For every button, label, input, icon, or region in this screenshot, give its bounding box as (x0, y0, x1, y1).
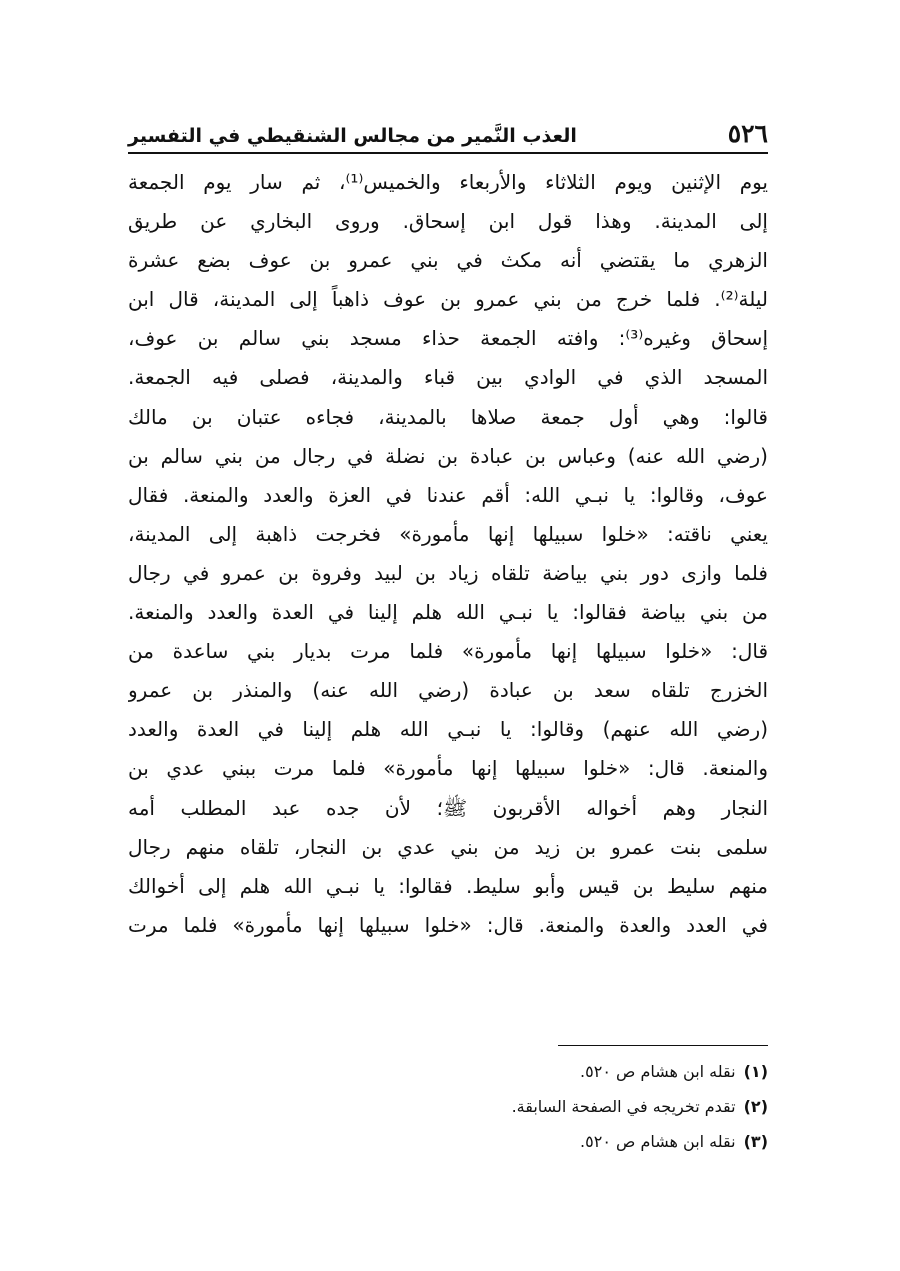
text-line: والمنعة. قال: «خلوا سبيلها إنها مأمورة» فلما مرت ببني عدي بن (128, 756, 768, 781)
text-line: الزهري ما يقتضي أنه مكث في بني عمرو بن عوف بضع عشرة (128, 248, 768, 273)
text-line: (رضي الله عنه) وعباس بن عبادة بن نضلة في رجال من بني سالم بن (128, 443, 768, 468)
footnote-text: نقله ابن هشام ص ٥٢٠. (580, 1062, 736, 1081)
text-line: إسحاق وغيره⁽³⁾: وافته الجمعة حذاء مسجد بني سالم بن عوف، (128, 326, 768, 351)
footnote-text: نقله ابن هشام ص ٥٢٠. (580, 1132, 736, 1151)
footnote-number: (٢) (743, 1097, 768, 1116)
text-line: ليلة⁽²⁾. فلما خرج من بني عمرو بن عوف ذاهباً إلى المدينة، قال ابن (128, 287, 768, 312)
text-line: إلى المدينة. وهذا قول ابن إسحاق. وروى البخاري عن طريق (128, 209, 768, 234)
page-number: ٥٢٦ (727, 119, 768, 148)
text-line: منهم سليط بن قيس وأبو سليط. فقالوا: يا نبـي الله هلم إلى أخوالك (128, 873, 768, 898)
text-line: فلما وازى دور بني بياضة تلقاه زياد بن لبيد وفروة بن عمرو في رجال (128, 560, 768, 585)
footnote-separator (558, 1045, 768, 1046)
running-title: العذب النَّمير من مجالس الشنقيطي في التفسير (128, 125, 577, 147)
text-line: المسجد الذي في الوادي بين قباء والمدينة، فصلى فيه الجمعة. (128, 365, 768, 390)
footnote-text: تقدم تخريجه في الصفحة السابقة. (511, 1097, 736, 1116)
text-line: الخزرج تلقاه سعد بن عبادة (رضي الله عنه) والمنذر بن عمرو (128, 678, 768, 703)
text-line: من بني بياضة فقالوا: يا نبـي الله هلم إلينا في العدة والعدد والمنعة. (128, 600, 768, 625)
footnote-number: (٣) (743, 1132, 768, 1151)
page-header (128, 108, 768, 154)
footnote-number: (١) (743, 1062, 768, 1081)
text-line: سلمى بنت عمرو بن زيد من بني عدي بن النجار، تلقاه منهم رجال (128, 834, 768, 859)
text-line: قال: «خلوا سبيلها إنها مأمورة» فلما مرت بديار بني ساعدة من (128, 639, 768, 664)
text-line: (رضي الله عنهم) وقالوا: يا نبـي الله هلم إلينا في العدة والعدد (128, 717, 768, 742)
text-line: يوم الإثنين ويوم الثلاثاء والأربعاء والخميس⁽¹⁾، ثم سار يوم الجمعة (128, 170, 768, 194)
footnote-item (428, 1124, 768, 1159)
footnote-item (428, 1089, 768, 1124)
footnote-item (428, 1054, 768, 1089)
body-text (128, 163, 768, 1023)
footnotes (428, 1054, 768, 1159)
text-line: في العدد والعدة والمنعة. قال: «خلوا سبيلها إنها مأمورة» فلما مرت (128, 912, 768, 937)
text-line: قالوا: وهي أول جمعة صلاها بالمدينة، فجاءه عتبان بن مالك (128, 404, 768, 429)
text-line: عوف، وقالوا: يا نبـي الله: أقم عندنا في العزة والعدد والمنعة. فقال (128, 482, 768, 507)
text-line: يعني ناقته: «خلوا سبيلها إنها مأمورة» فخرجت ذاهبة إلى المدينة، (128, 521, 768, 546)
text-line: النجار وهم أخواله الأقربون ﷺ؛ لأن جده عبد المطلب أمه (128, 795, 768, 820)
